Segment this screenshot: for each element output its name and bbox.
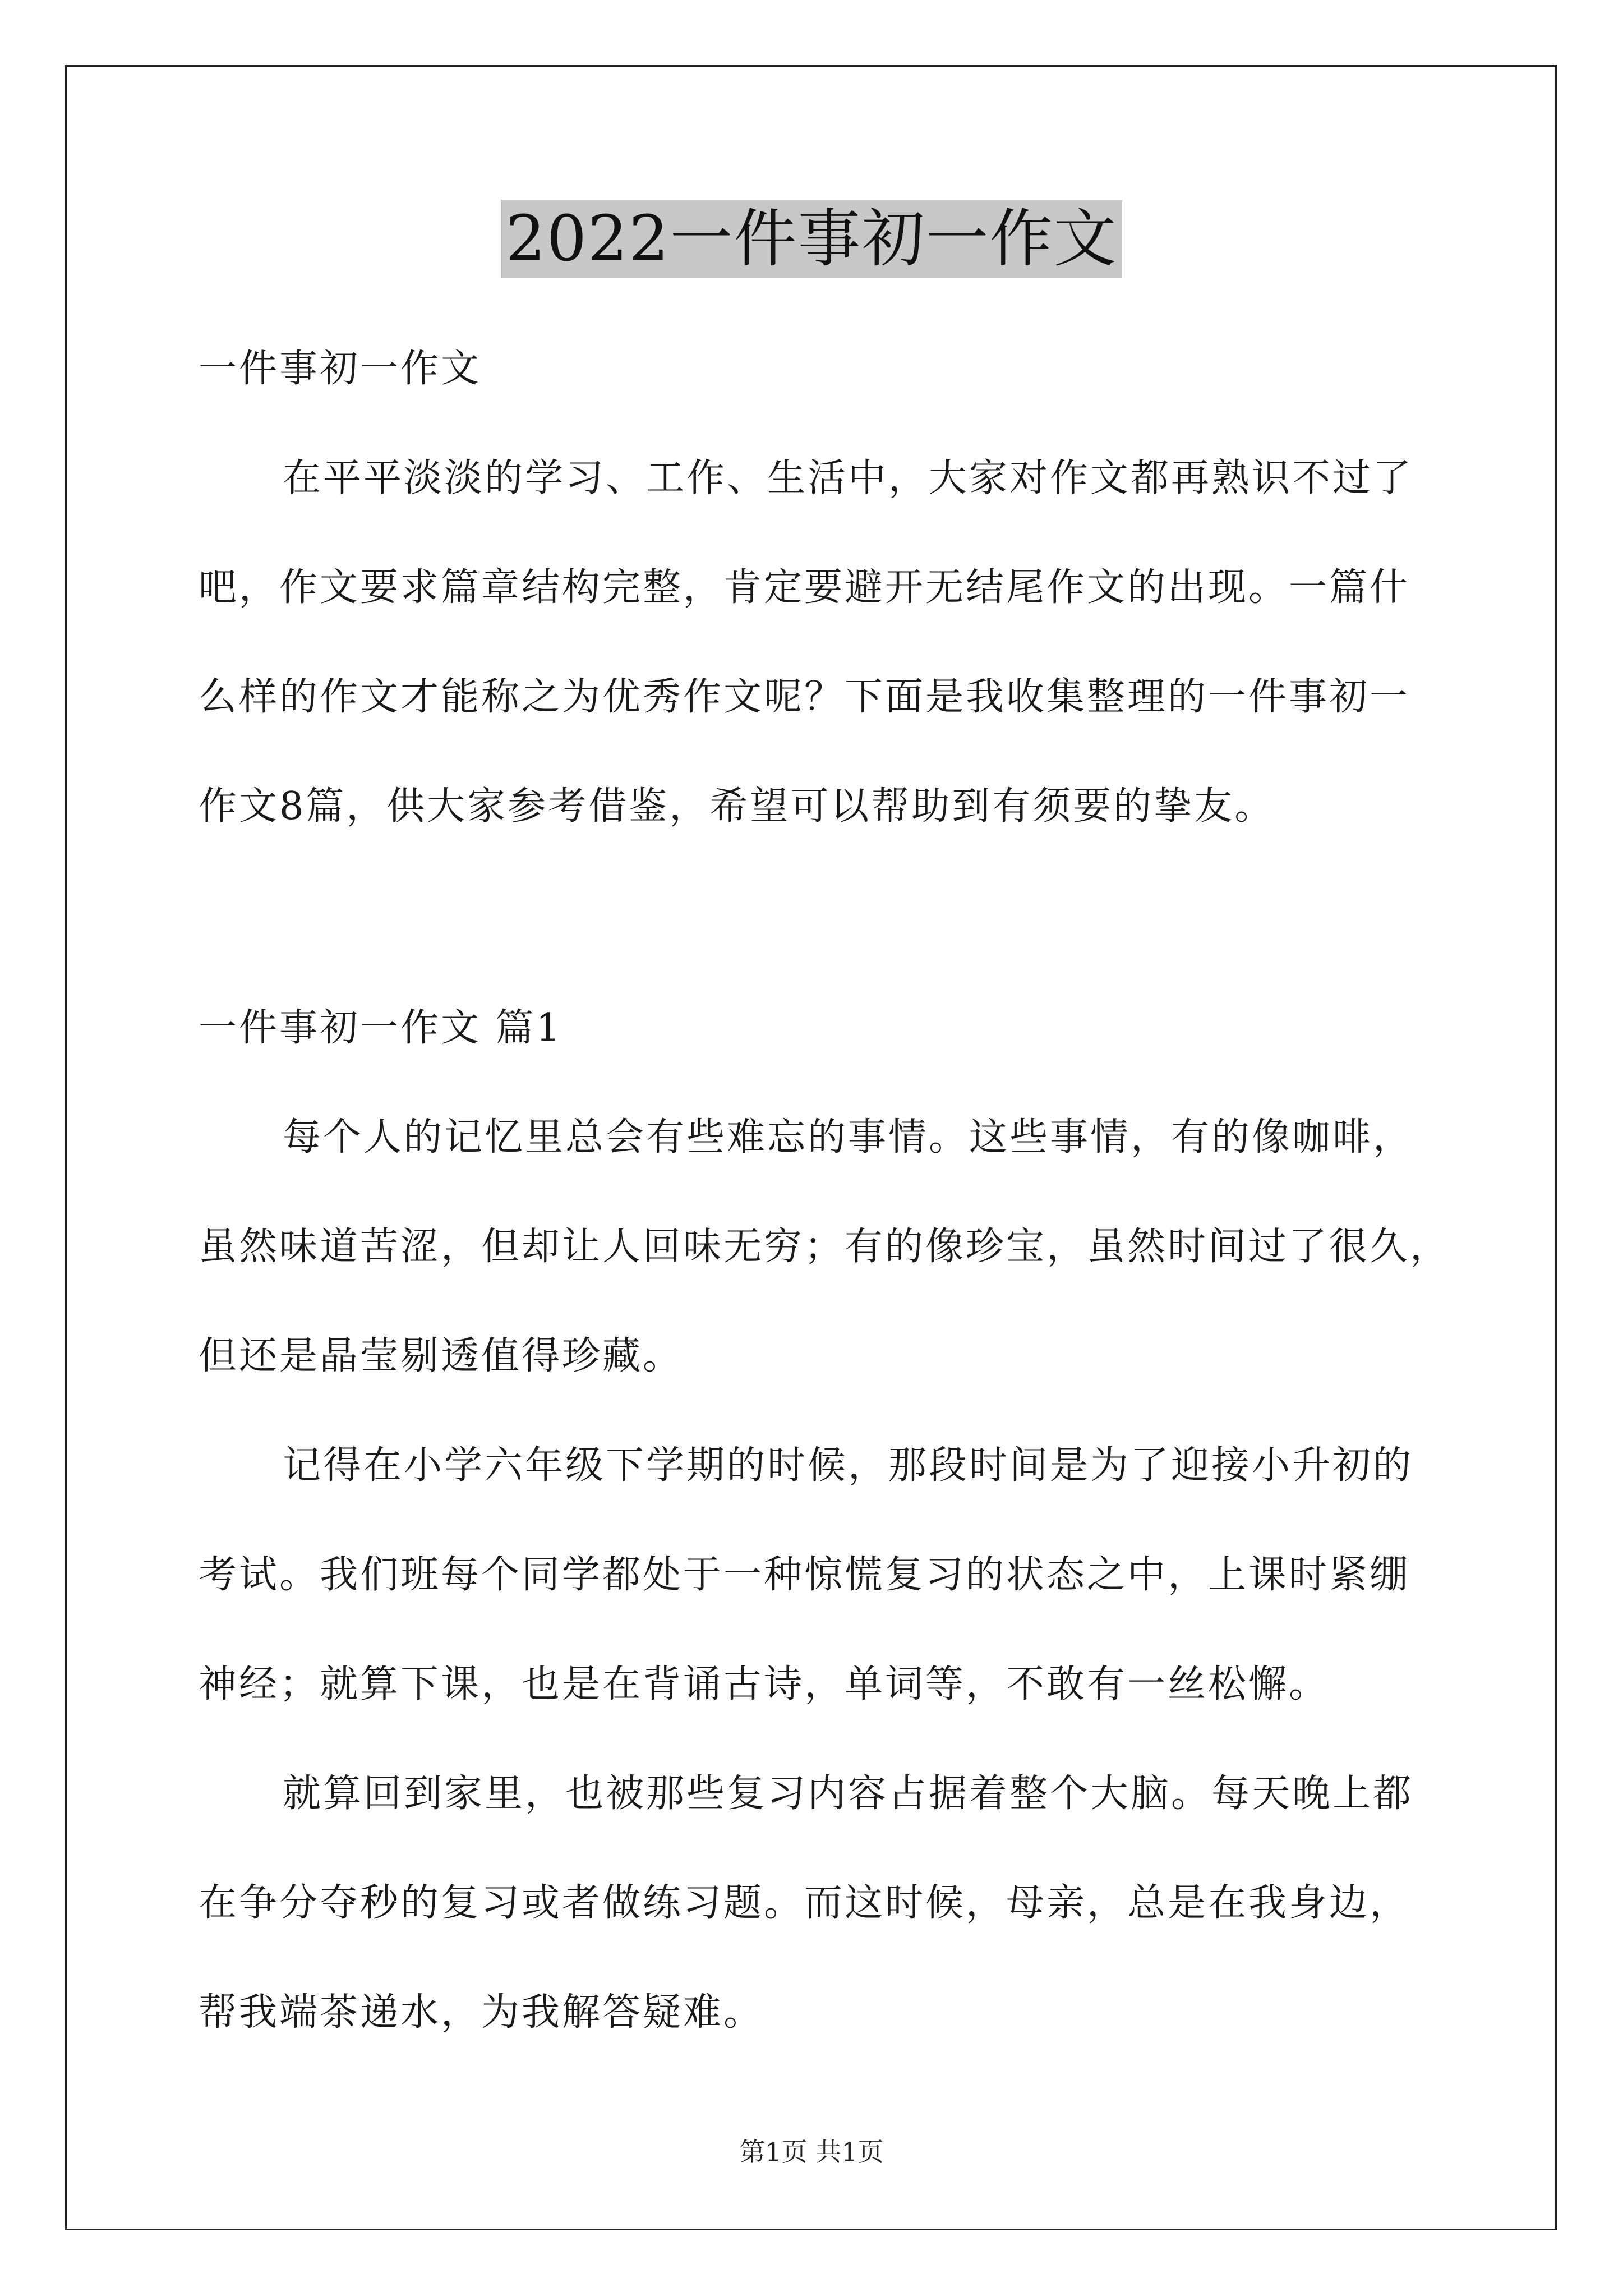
text-line: 在争分夺秒的复习或者做练习题。而这时候，母亲，总是在我身边， xyxy=(199,1881,1410,1925)
text-line: 考试。我们班每个同学都处于一种惊慌复习的状态之中，上课时紧绷 xyxy=(199,1553,1410,1597)
text-line: 在平平淡淡的学习、工作、生活中，大家对作文都再熟识不过了 xyxy=(283,456,1414,500)
page-footer: 第1页 共1页 xyxy=(739,2137,884,2167)
intro-heading: 一件事初一作文 xyxy=(199,347,482,391)
text-line: 但还是晶莹剔透值得珍藏。 xyxy=(199,1334,684,1378)
paragraph xyxy=(199,1083,1466,1411)
section-spacer xyxy=(199,861,1466,973)
text-line: 么样的作文才能称之为优秀作文呢？下面是我收集整理的一件事初一 xyxy=(199,675,1410,719)
text-line: 神经；就算下课，也是在背诵古诗，单词等，不敢有一丝松懈。 xyxy=(199,1662,1330,1706)
text-line: 作文8篇，供大家参考借鉴，希望可以帮助到有须要的挚友。 xyxy=(199,784,1275,829)
paragraph xyxy=(199,1411,1466,1739)
text-line: 帮我端茶递水，为我解答疑难。 xyxy=(199,1990,764,2035)
title-container xyxy=(0,200,1623,278)
text-line: 就算回到家里，也被那些复习内容占据着整个大脑。每天晚上都 xyxy=(283,1772,1414,1816)
document-title: 2022一件事初一作文 xyxy=(501,200,1122,278)
text-line: 吧，作文要求篇章结构完整，肯定要避开无结尾作文的出现。一篇什 xyxy=(199,565,1410,610)
document-body xyxy=(199,314,1466,2067)
text-line: 虽然味道苦涩，但却让人回味无穷；有的像珍宝，虽然时间过了很久， xyxy=(199,1225,1451,1269)
text-line: 每个人的记忆里总会有些难忘的事情。这些事情，有的像咖啡， xyxy=(283,1115,1414,1159)
intro-paragraph xyxy=(199,424,1466,861)
section-heading: 一件事初一作文 篇1 xyxy=(199,1006,562,1050)
paragraph xyxy=(199,1739,1466,2067)
text-line: 记得在小学六年级下学期的时候，那段时间是为了迎接小升初的 xyxy=(283,1443,1414,1488)
